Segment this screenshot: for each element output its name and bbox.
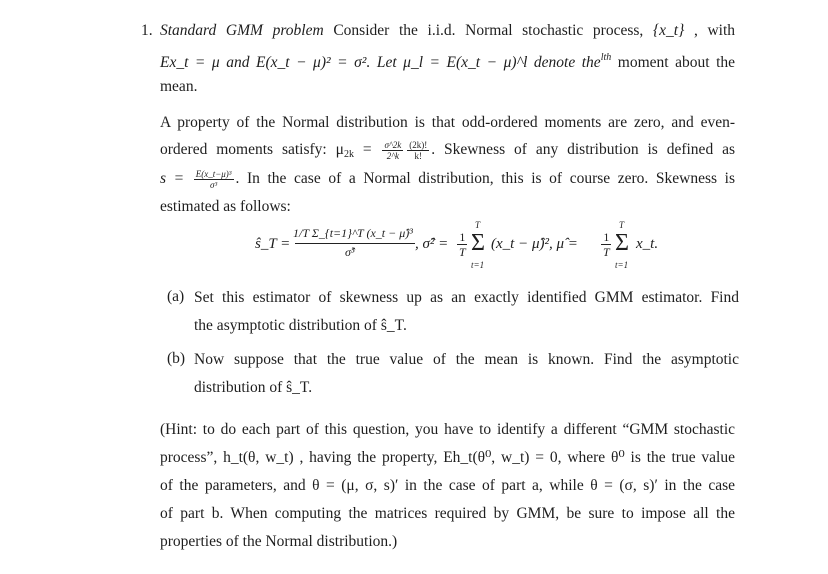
problem-intro-line xyxy=(160,21,735,41)
equals-sign: = xyxy=(353,141,381,159)
eq-sum-upper-2: T xyxy=(619,220,625,230)
part-b-line-1: Now suppose that the true value of the mean is known. Find the asymptotic xyxy=(194,351,739,368)
hint-line-3: of the parameters, and θ = (μ, σ, s)′ in the case of part a, while θ = (σ, s)′ in the case xyxy=(160,477,735,494)
process-symbol: {x_t} xyxy=(652,22,685,39)
normal-skewness-text: . In the case of a Normal distribution, this is of course zero. Skewness is xyxy=(235,170,735,188)
sigma-2k-fraction: $\frac{\sigma\^{}2k}{2\^{}k}$ xyxy=(384,140,402,161)
part-a-label: (a) xyxy=(167,288,185,305)
eq-numerator: 1/T Σ_{t=1}^T (x_t − μ̂)³ xyxy=(293,226,413,240)
mu-2k-sub: 2k xyxy=(343,149,354,161)
s-equals: s = xyxy=(160,170,192,188)
eq-sigma-term: (x_t − μ̂)², μ̂ = xyxy=(491,236,578,252)
para1-line-4: estimated as follows: xyxy=(160,198,291,215)
problem-intro-rest: Consider the i.i.d. Normal stochastic process, xyxy=(333,22,644,39)
eq-denominator: σ̂³ xyxy=(345,245,355,259)
moment-definition: Ex_t = μ and E(x_t − μ)² = σ². Let μ_l = E(x_t − μ)^l denote the xyxy=(160,54,601,71)
moment-th: th xyxy=(603,52,612,63)
part-a-line-2: the asymptotic distribution of ŝ_T. xyxy=(194,317,407,334)
moment-about: moment about the xyxy=(617,54,736,71)
eq-sum-symbol-2: Σ xyxy=(615,230,629,256)
part-a-line-1: Set this estimator of skewness up as an exactly identified GMM estimator. Find xyxy=(194,289,739,306)
para1-line-3 xyxy=(160,169,735,190)
part-b-line-2: distribution of ŝ_T. xyxy=(194,379,313,396)
even-moments-text: ordered moments satisfy: μ xyxy=(160,141,344,159)
moment-l: l xyxy=(600,52,604,63)
skewness-defined-text: . Skewness of any distribution is defined as xyxy=(431,141,735,159)
eq-sigma-part: , σ̂² = xyxy=(415,236,449,252)
skewness-fraction: $\frac{\text{E(x\_t−μ)³}}{\text{σ³}}$ xyxy=(195,169,232,190)
hint-line-1: (Hint: to do each part of this question, you have to identify a different “GMM stochastic xyxy=(160,421,735,438)
hint-line-2: process”, h_t(θ, w_t) , having the property, Eh_t(θ⁰, w_t) = 0, where θ⁰ is the true value xyxy=(160,449,735,466)
eq-sum-symbol: Σ xyxy=(471,230,485,256)
factorial-fraction: $\frac{(2k)!}{k!}$ xyxy=(409,140,428,161)
problem-line-3: mean. xyxy=(160,78,198,95)
hint-line-4: of part b. When computing the matrices required by GMM, be sure to impose all the xyxy=(160,505,735,522)
eq-lhs: ŝ_T = xyxy=(255,236,291,252)
problem-line-2 xyxy=(160,48,735,73)
part-b-label: (b) xyxy=(167,350,186,367)
problem-title: Standard GMM problem xyxy=(160,22,324,39)
hint-line-5: properties of the Normal distribution.) xyxy=(160,533,398,550)
eq-sum-upper: T xyxy=(475,220,481,230)
eq-sum-lower-2: t=1 xyxy=(615,260,629,270)
problem-number: 1. xyxy=(141,22,153,39)
eq-sum-lower: t=1 xyxy=(471,260,485,270)
eq-mu-term: x_t. xyxy=(636,236,659,252)
skewness-estimator-equation xyxy=(255,220,675,276)
para1-line-1: A property of the Normal distribution is that odd-ordered moments are zero, and even- xyxy=(160,114,735,131)
eq-one-over-t-2: $\frac{1}{T}$ xyxy=(603,230,610,259)
eq-fraction-bar xyxy=(295,243,415,244)
with-text: , with xyxy=(693,22,736,39)
para1-line-2 xyxy=(160,140,735,165)
eq-one-over-t: $\frac{1}{T}$ xyxy=(459,230,466,259)
